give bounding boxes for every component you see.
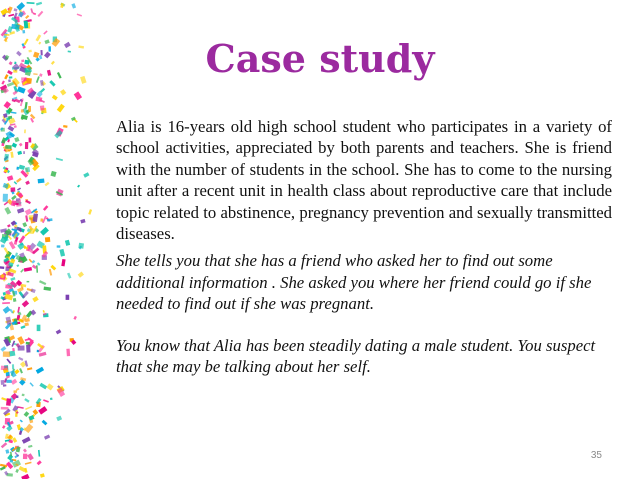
confetti-flake: [27, 281, 30, 283]
confetti-flake: [80, 219, 85, 224]
confetti-flake: [57, 72, 62, 79]
confetti-flake: [22, 222, 27, 227]
confetti-flake: [7, 70, 13, 75]
confetti-flake: [25, 200, 31, 204]
confetti-flake: [7, 6, 13, 13]
confetti-flake: [15, 99, 21, 104]
confetti-flake: [16, 264, 19, 267]
confetti-flake: [2, 425, 6, 429]
confetti-flake: [15, 469, 19, 473]
confetti-flake: [21, 109, 24, 112]
confetti-flake: [49, 80, 55, 86]
confetti-flake: [1, 442, 7, 448]
confetti-flake: [39, 73, 42, 77]
confetti-flake: [21, 325, 26, 329]
confetti-flake: [56, 329, 62, 334]
confetti-flake: [68, 51, 71, 53]
confetti-flake: [26, 345, 30, 353]
confetti-flake: [5, 145, 12, 149]
confetti-flake: [24, 411, 30, 417]
confetti-flake: [51, 171, 57, 177]
confetti-flake: [11, 195, 17, 200]
confetti-flake: [25, 209, 32, 216]
confetti-flake: [78, 45, 84, 48]
confetti-flake: [36, 76, 40, 83]
confetti-flake: [7, 175, 13, 181]
confetti-flake: [25, 180, 30, 185]
confetti-flake: [40, 50, 42, 55]
confetti-flake: [47, 70, 51, 76]
confetti-flake: [37, 325, 41, 331]
confetti-flake: [61, 259, 65, 266]
confetti-flake: [1, 245, 4, 248]
confetti-flake: [27, 2, 35, 4]
confetti-flake: [23, 151, 25, 154]
confetti-flake: [6, 380, 11, 383]
confetti-flake: [44, 51, 51, 58]
confetti-flake: [20, 269, 24, 273]
confetti-flake: [14, 125, 17, 128]
confetti-flake: [24, 322, 29, 326]
confetti-flake: [10, 277, 15, 281]
confetti-flake: [67, 273, 71, 279]
confetti-flake: [38, 450, 40, 457]
confetti-flake: [16, 2, 25, 11]
confetti-flake: [32, 296, 38, 302]
confetti-flake: [43, 310, 45, 313]
confetti-flake: [16, 167, 19, 170]
confetti-flake: [66, 349, 70, 357]
confetti-flake: [39, 383, 47, 390]
confetti-flake: [64, 42, 71, 48]
confetti-flake: [73, 316, 77, 320]
confetti-flake: [26, 342, 30, 345]
page-number: 35: [590, 450, 602, 461]
confetti-flake: [65, 240, 70, 246]
confetti-flake: [88, 209, 92, 215]
confetti-flake: [24, 398, 29, 403]
confetti-flake: [28, 106, 31, 112]
confetti-flake: [17, 208, 24, 214]
confetti-flake: [18, 346, 25, 351]
confetti-flake: [31, 288, 36, 293]
confetti-flake: [30, 382, 34, 386]
confetti-flake: [43, 399, 49, 403]
confetti-flake: [3, 194, 8, 202]
confetti-flake: [46, 383, 53, 390]
confetti-flake: [25, 406, 32, 410]
confetti-flake: [32, 265, 37, 269]
confetti-flake: [24, 267, 32, 272]
confetti-flake: [1, 407, 9, 410]
confetti-flake: [57, 245, 61, 247]
confetti-flake: [13, 390, 17, 393]
confetti-flake: [19, 165, 25, 170]
confetti-flake: [25, 102, 28, 109]
confetti-flake: [38, 42, 41, 45]
confetti-flake: [17, 187, 21, 190]
confetti-flake: [29, 138, 32, 143]
confetti-flake: [27, 367, 32, 370]
confetti-flake: [24, 21, 29, 29]
confetti-flake: [0, 466, 6, 470]
slide-body: [116, 116, 612, 377]
confetti-flake: [21, 77, 27, 80]
confetti-flake: [33, 73, 37, 75]
confetti-flake: [4, 34, 9, 36]
confetti-flake: [5, 449, 9, 454]
confetti-flake: [11, 379, 18, 385]
confetti-flake: [12, 437, 17, 443]
confetti-flake: [77, 13, 82, 16]
confetti-flake: [23, 449, 27, 453]
confetti-flake: [56, 158, 63, 161]
confetti-flake: [36, 367, 44, 374]
case-paragraph-question: She tells you that she has a friend who asked her to find out some additional information . She asked you where her friend could go if she needed to find out if she was pregnant.: [116, 251, 592, 314]
confetti-flake: [11, 111, 17, 113]
confetti-flake: [16, 51, 22, 57]
confetti-flake: [59, 249, 65, 257]
confetti-flake: [44, 39, 49, 44]
confetti-flake: [12, 348, 15, 351]
confetti-flake: [37, 460, 42, 465]
confetti-flake: [35, 34, 41, 41]
confetti-flake: [20, 420, 23, 423]
confetti-flake: [9, 61, 13, 65]
confetti-flake: [1, 397, 7, 401]
confetti-flake: [8, 125, 15, 131]
confetti-flake: [16, 198, 20, 201]
confetti-flake: [40, 227, 49, 236]
confetti-flake: [4, 74, 8, 79]
confetti-flake: [78, 272, 84, 278]
confetti-flake: [13, 298, 17, 302]
confetti-flake: [14, 8, 18, 12]
confetti-flake: [39, 280, 46, 285]
confetti-flake: [0, 346, 6, 352]
confetti-flake: [21, 474, 29, 479]
confetti-flake: [39, 352, 47, 357]
confetti-flake: [7, 224, 11, 227]
confetti-flake: [10, 459, 14, 463]
confetti-flake: [43, 287, 51, 291]
confetti-flake: [27, 453, 34, 460]
confetti-flake: [63, 125, 68, 128]
confetti-flake: [22, 394, 25, 397]
confetti-flake: [56, 416, 62, 421]
confetti-flake: [9, 76, 13, 78]
slide-title: Case study: [205, 36, 435, 81]
confetti-flake: [25, 142, 28, 149]
confetti-flake: [48, 46, 50, 51]
confetti-flake: [80, 76, 87, 84]
confetti-flake: [50, 265, 56, 271]
confetti-flake: [37, 11, 43, 17]
confetti-flake: [0, 8, 8, 15]
confetti-flake: [18, 357, 23, 361]
confetti-flake: [3, 384, 7, 386]
confetti-flake: [30, 8, 33, 13]
confetti-flake: [2, 302, 10, 304]
confetti-flake: [17, 406, 24, 409]
case-paragraph-intro: Alia is 16-years old high school student who participates in a variety of school activities, appreciated by both parents and teachers. She is friend with the number of students in the school. She has to come to the nursing unit after a recent unit in health class about reproductive care that include topic related to abstinence, pregnancy prevention and sexually transmitted diseases.: [116, 117, 612, 244]
confetti-flake: [24, 129, 26, 133]
confetti-flake: [0, 266, 4, 269]
confetti-flake: [77, 185, 80, 188]
confetti-flake: [25, 215, 28, 221]
confetti-flake: [22, 30, 25, 33]
confetti-flake: [1, 366, 8, 371]
confetti-flake: [60, 89, 66, 95]
confetti-flake: [43, 205, 48, 211]
confetti-flake: [19, 143, 23, 147]
confetti-flake: [4, 101, 11, 109]
confetti-flake: [33, 409, 39, 415]
confetti-flake: [49, 269, 52, 276]
confetti-flake: [24, 38, 29, 45]
confetti-flake: [52, 95, 58, 101]
confetti-decoration-icon: [0, 0, 130, 479]
confetti-flake: [36, 2, 42, 6]
confetti-flake: [35, 97, 42, 102]
confetti-flake: [3, 351, 10, 357]
confetti-flake: [78, 243, 84, 249]
confetti-flake: [36, 265, 38, 272]
confetti-flake: [28, 445, 32, 448]
confetti-flake: [4, 207, 11, 215]
confetti-flake: [57, 104, 65, 113]
confetti-flake: [40, 473, 45, 478]
confetti-flake: [25, 15, 29, 19]
confetti-flake: [74, 91, 82, 100]
confetti-flake: [42, 420, 48, 426]
confetti-flake: [24, 232, 30, 237]
confetti-flake: [19, 368, 23, 373]
confetti-flake: [10, 152, 13, 158]
confetti-flake: [10, 187, 15, 191]
confetti-flake: [71, 3, 76, 8]
confetti-flake: [14, 241, 18, 245]
confetti-flake: [1, 80, 4, 84]
confetti-flake: [51, 61, 55, 65]
confetti-flake: [16, 396, 18, 398]
confetti-flake: [23, 454, 27, 460]
confetti-flake: [38, 178, 45, 183]
confetti-flake: [28, 50, 31, 53]
confetti-flake: [17, 86, 26, 93]
confetti-flake: [16, 178, 22, 183]
confetti-flake: [66, 295, 70, 300]
confetti-flake: [40, 80, 44, 86]
confetti-flake: [45, 182, 50, 187]
confetti-flake: [21, 60, 24, 63]
confetti-flake: [40, 105, 45, 110]
confetti-flake: [12, 63, 20, 71]
case-paragraph-suspicion: You know that Alia has been steadily dating a male student. You suspect that she may be talking about her self.: [116, 335, 596, 377]
confetti-flake: [33, 213, 38, 222]
confetti-flake: [22, 437, 31, 444]
confetti-flake: [38, 406, 47, 414]
confetti-flake: [25, 462, 32, 465]
confetti-flake: [22, 300, 29, 307]
confetti-flake: [43, 30, 47, 34]
confetti-flake: [8, 14, 14, 17]
confetti-flake: [6, 317, 12, 325]
confetti-flake: [83, 172, 89, 178]
confetti-flake: [1, 380, 5, 385]
confetti-flake: [8, 79, 11, 82]
confetti-flake: [17, 151, 22, 155]
confetti-flake: [29, 259, 33, 263]
confetti-flake: [39, 55, 43, 59]
confetti-flake: [33, 52, 39, 59]
confetti-flake: [12, 143, 18, 148]
confetti-flake: [50, 397, 53, 400]
confetti-flake: [6, 358, 11, 363]
confetti-flake: [14, 137, 19, 142]
confetti-flake: [44, 435, 50, 440]
confetti-flake: [45, 237, 50, 242]
confetti-flake: [25, 167, 30, 172]
confetti-flake: [6, 398, 11, 406]
